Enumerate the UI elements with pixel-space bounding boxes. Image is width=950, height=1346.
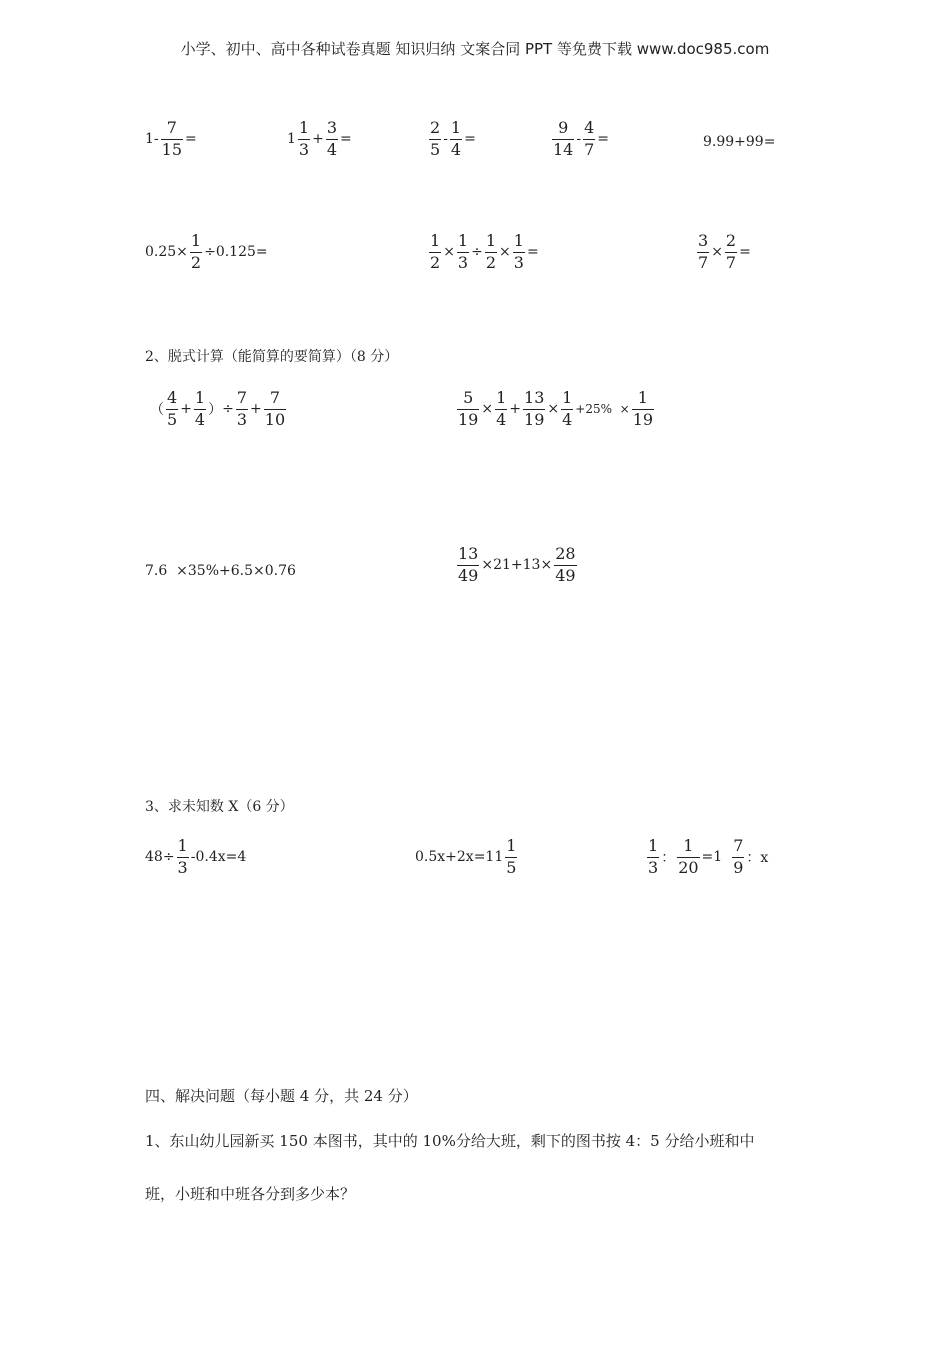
- fraction: $\frac{1}{4}$: [562, 388, 573, 429]
- fraction: $\frac{1}{3}$: [298, 118, 310, 159]
- fraction: $\frac{7}{3}$: [236, 388, 248, 429]
- fraction: $\frac{1}{2}$: [485, 231, 497, 272]
- expr-4: $\frac{9}{14}$ - $\frac{4}{7}$ =: [553, 118, 610, 159]
- fraction: $\frac{1}{4}$: [194, 388, 206, 429]
- fraction: $\frac{1}{3}$: [513, 231, 524, 272]
- expr-2-4: $\frac{13}{49}$ ×21+13× $\frac{28}{49}$: [458, 544, 576, 585]
- expr-3: $\frac{2}{5}$ - $\frac{1}{4}$ =: [430, 118, 476, 159]
- fraction: $\frac{1}{5}$: [506, 836, 517, 877]
- fraction: $\frac{4}{5}$: [167, 388, 178, 429]
- problem-1-line-1: 1、东山幼儿园新买 150 本图书，其中的 10%分给大班，剩下的图书按 4：5 分给小班和中: [145, 1132, 755, 1150]
- expr-2-1: （ $\frac{4}{5}$ + $\frac{1}{4}$ ） ÷ $\frac{7}{3}$ + $\frac{7}{10}$: [150, 388, 286, 429]
- fraction: $\frac{13}{19}$: [524, 388, 545, 429]
- fraction: $\frac{1}{3}$: [648, 836, 659, 877]
- fraction: $\frac{4}{7}$: [584, 118, 595, 159]
- fraction: $\frac{7}{10}$: [264, 388, 286, 429]
- section-3-title: 3、求未知数 X（6 分）: [145, 799, 294, 815]
- fraction: $\frac{7}{15}$: [161, 118, 182, 159]
- expr-1: 1- $\frac{7}{15}$ =: [145, 118, 197, 159]
- fraction: $\frac{2}{7}$: [725, 231, 737, 272]
- expr-6: 0.25× $\frac{1}{2}$ ÷0.125=: [145, 231, 268, 272]
- fraction: $\frac{1}{4}$: [450, 118, 462, 159]
- fraction: $\frac{7}{9}$: [733, 836, 744, 877]
- fraction: $\frac{1}{2}$: [430, 231, 441, 272]
- fraction: $\frac{1}{19}$: [632, 388, 654, 429]
- fraction: $\frac{3}{4}$: [326, 118, 338, 159]
- expr-3-3: $\frac{1}{3}$ ： $\frac{1}{20}$ =1 $\frac{7}{9}$ ：x: [648, 836, 769, 877]
- expr-text: 1-: [145, 131, 159, 148]
- fraction: $\frac{1}{3}$: [177, 836, 188, 877]
- fraction: $\frac{2}{5}$: [430, 118, 441, 159]
- fraction: $\frac{13}{49}$: [458, 544, 479, 585]
- fraction: $\frac{5}{19}$: [458, 388, 479, 429]
- section-4-title: 四、解决问题（每小题 4 分，共 24 分）: [145, 1087, 418, 1105]
- expr-5: 9.99+99=: [703, 134, 776, 150]
- fraction: $\frac{1}{4}$: [496, 388, 507, 429]
- fraction: $\frac{9}{14}$: [553, 118, 574, 159]
- expr-7: $\frac{1}{2}$ × $\frac{1}{3}$ ÷ $\frac{1}{2}$ × $\frac{1}{3}$ =: [430, 231, 539, 272]
- fraction: $\frac{1}{2}$: [190, 231, 202, 272]
- fraction: $\frac{1}{3}$: [457, 231, 469, 272]
- expr-2-3: 7.6 ×35%+6.5×0.76: [145, 563, 296, 579]
- problem-1-line-2: 班，小班和中班各分到多少本？: [145, 1185, 356, 1203]
- expr-2: 1 $\frac{1}{3}$ + $\frac{3}{4}$ =: [287, 118, 352, 159]
- fraction: $\frac{28}{49}$: [555, 544, 576, 585]
- expr-2-2: $\frac{5}{19}$ × $\frac{1}{4}$ + $\frac{13}{19}$ × $\frac{1}{4}$ +25% × $\frac{1}{19}$: [458, 388, 654, 429]
- expr-3-1: 48÷ $\frac{1}{3}$ -0.4x=4: [145, 836, 247, 877]
- fraction: $\frac{1}{20}$: [678, 836, 699, 877]
- page-header: 小学、初中、高中各种试卷真题 知识归纳 文案合同 PPT 等免费下载 www.doc985.com: [180, 40, 770, 58]
- expr-3-2: 0.5x+2x=11 $\frac{1}{5}$: [415, 836, 517, 877]
- section-2-title: 2、脱式计算（能简算的要简算）（8 分）: [145, 349, 399, 365]
- expr-8: $\frac{3}{7}$ × $\frac{2}{7}$ =: [698, 231, 751, 272]
- fraction: $\frac{3}{7}$: [698, 231, 709, 272]
